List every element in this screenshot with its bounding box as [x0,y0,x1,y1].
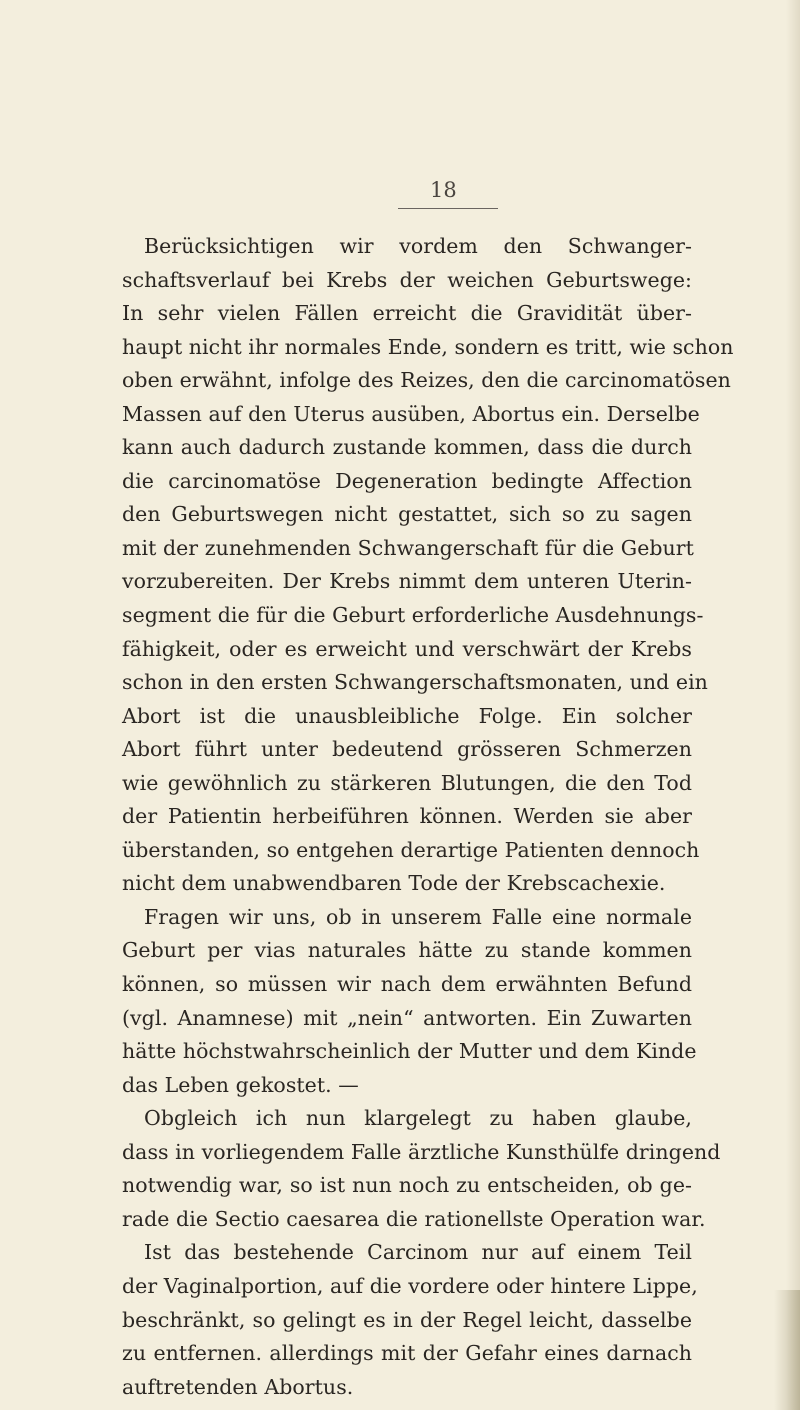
text-line: schaftsverlauf bei Krebs der weichen Geburtswege: [122,267,692,292]
text-line: mit der zunehmenden Schwangerschaft für die Geburt [122,535,694,560]
text-line: (vgl. Anamnese) mit „nein“ antworten. Ein Zuwarten [122,1005,692,1030]
text-line: segment die für die Geburt erforderliche Ausdehnungs- [122,603,704,628]
text-line: Fragen wir uns, ob in unserem Falle eine normale [144,904,692,929]
text-line: nicht dem unabwendbaren Tode der Krebscachexie. [122,871,666,896]
text-line: vorzubereiten. Der Krebs nimmt dem unteren Uterin- [122,569,692,594]
text-line: kann auch dadurch zustande kommen, dass die durch [122,435,692,460]
text-line: schon in den ersten Schwangerschaftsmonaten, und ein [122,670,708,695]
text-line: fähigkeit, oder es erweicht und verschwärt der Krebs [122,636,692,661]
text-line: zu entfernen. allerdings mit der Gefahr eines darnach [122,1341,692,1366]
text-line: Massen auf den Uterus ausüben, Abortus ein. Derselbe [122,401,700,426]
page-number-rule [398,208,498,209]
text-line: die carcinomatöse Degeneration bedingte Affection [122,468,692,493]
text-line: dass in vorliegendem Falle ärztliche Kunsthülfe dringend [122,1139,721,1164]
text-line: beschränkt, so gelingt es in der Regel leicht, dasselbe [122,1307,692,1332]
text-line: Abort führt unter bedeutend grösseren Schmerzen [122,737,692,762]
text-line: wie gewöhnlich zu stärkeren Blutungen, die den Tod [122,770,692,795]
text-line: Ist das bestehende Carcinom nur auf einem Teil [144,1240,692,1265]
text-line: rade die Sectio caesarea die rationellste Operation war. [122,1206,706,1231]
text-line: haupt nicht ihr normales Ende, sondern es tritt, wie schon [122,334,734,359]
page-edge-shadow [786,0,800,1410]
text-line: Geburt per vias naturales hätte zu stande kommen [122,938,692,963]
text-line: Berücksichtigen wir vordem den Schwanger- [144,234,692,258]
text-line: der Vaginalportion, auf die vordere oder hintere Lippe, [122,1273,698,1298]
text-line: den Geburtswegen nicht gestattet, sich so zu sagen [122,502,692,527]
page-corner-stain [774,1290,800,1410]
text-line: können, so müssen wir nach dem erwähnten Befund [122,972,692,997]
text-line: der Patientin herbeiführen können. Werden sie aber [122,804,692,829]
text-line: hätte höchstwahrscheinlich der Mutter und dem Kinde [122,1039,697,1064]
body-text [122,230,734,1404]
text-line: überstanden, so entgehen derartige Patienten dennoch [122,837,700,862]
text-line: In sehr vielen Fällen erreicht die Gravidität über- [122,301,692,326]
page-number: 18 [430,178,457,202]
text-line: das Leben gekostet. — [122,1072,359,1097]
text-line: notwendig war, so ist nun noch zu entscheiden, ob ge- [122,1173,692,1198]
text-line: Obgleich ich nun klargelegt zu haben glaube, [144,1106,692,1131]
text-line: auftretenden Abortus. [122,1374,354,1399]
text-line: Abort ist die unausbleibliche Folge. Ein solcher [122,703,692,728]
text-line: oben erwähnt, infolge des Reizes, den die carcinomatösen [122,368,731,393]
